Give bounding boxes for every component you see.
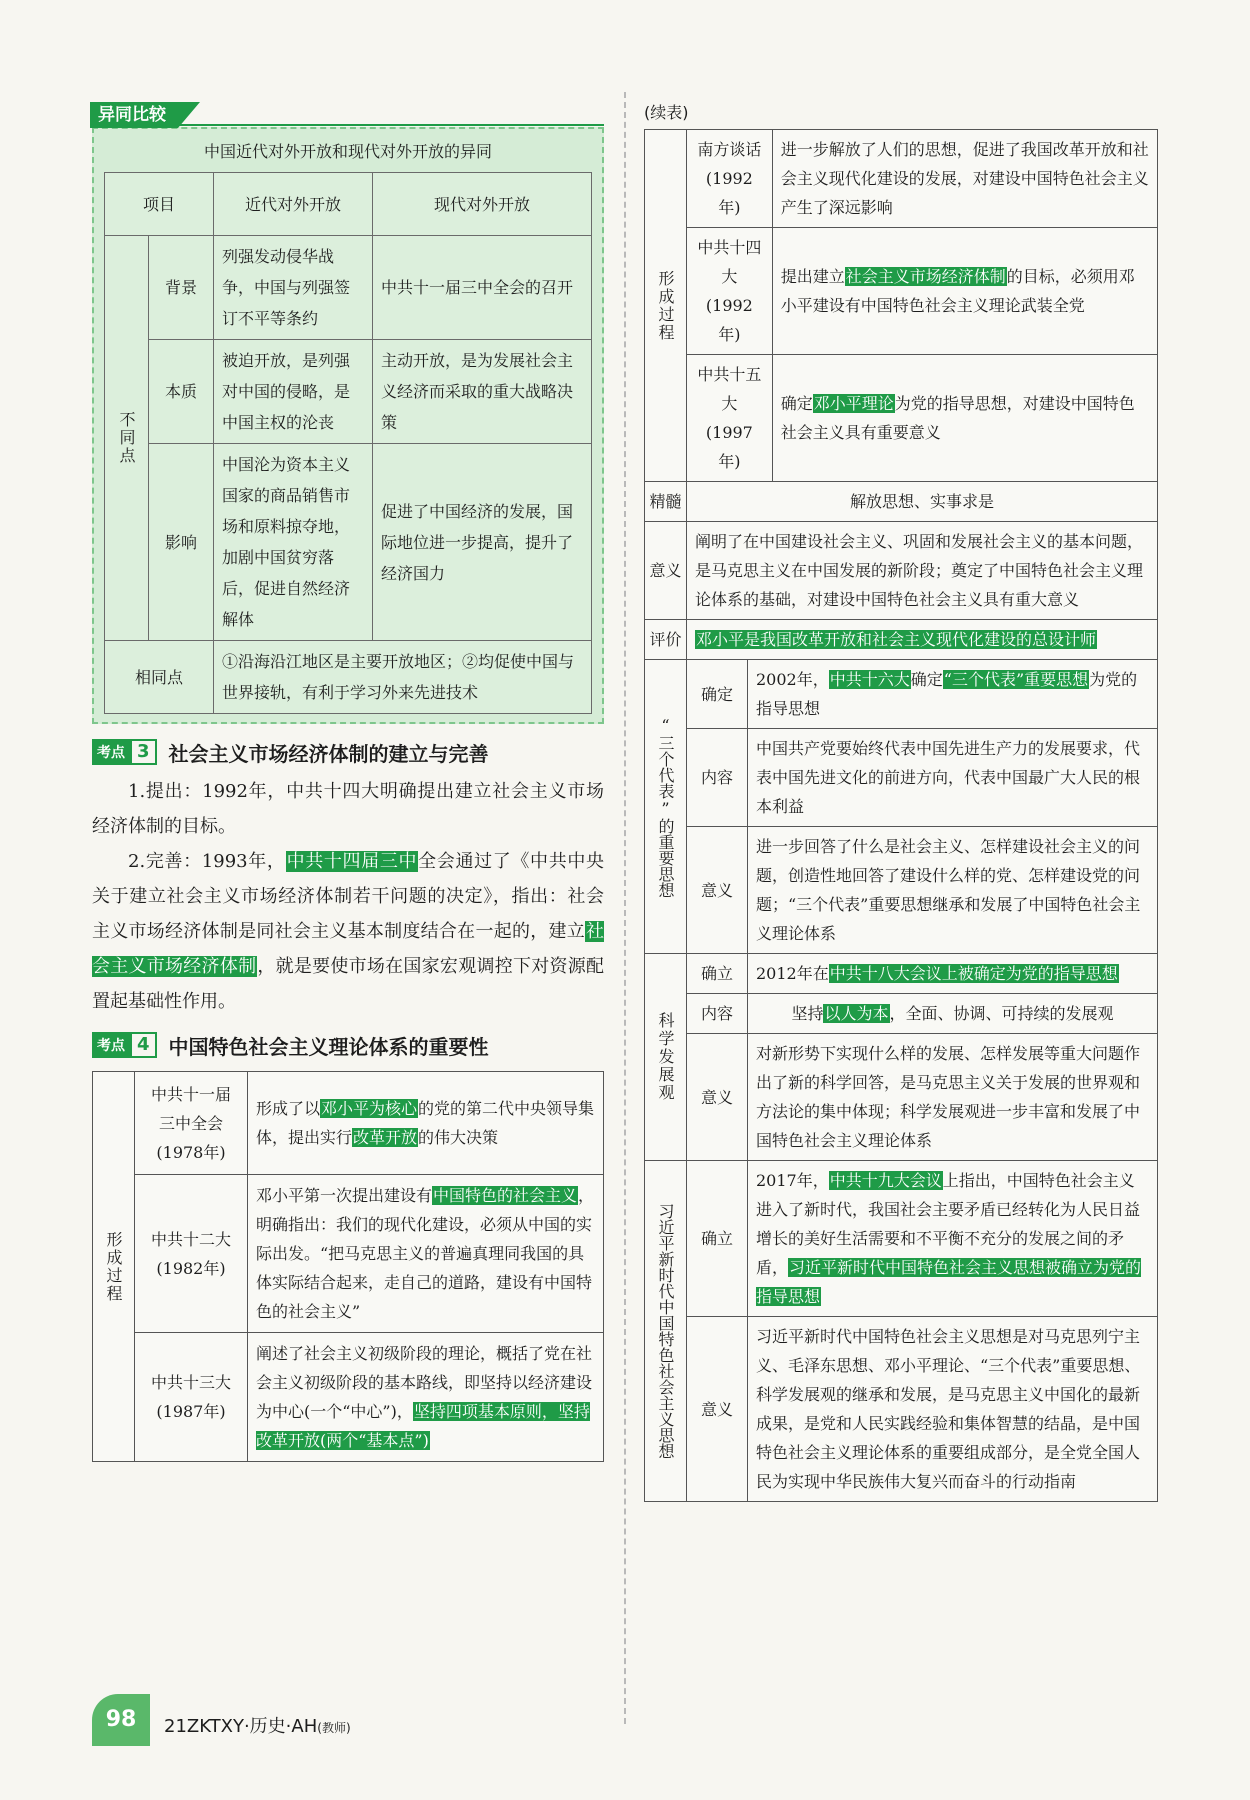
continued-table — [644, 129, 1158, 1502]
column-divider — [624, 92, 626, 1724]
row-past: 被迫开放，是列强对中国的侵略，是中国主权的沦丧 — [214, 340, 373, 444]
kaodian-badge: 考点 — [92, 739, 130, 765]
diff-label-cell — [105, 236, 149, 641]
table-row — [105, 340, 592, 444]
meeting-desc: 进一步解放了人们的思想，促进了我国改革开放和社会主义现代化建设的发展，对建设中国特色社会主义产生了深远影响 — [772, 130, 1157, 228]
meeting-name: 中共十三大 — [150, 1373, 231, 1392]
evaluation-label: 评价 — [645, 620, 687, 660]
sub-text: 对新形势下实现什么样的发展、怎样发展等重大问题作出了新的科学回答，是马克思主义关于发展的世界观和方法论的集中体现；科学发展观进一步丰富和发展了中国特色社会主义理论体系 — [748, 1034, 1158, 1161]
meeting-cell — [687, 355, 773, 482]
table-row — [645, 355, 1158, 482]
meeting-desc: 邓小平第一次提出建设有中国特色的社会主义，明确指出：我们的现代化建设，必须从中国的实际出发。“把马克思主义的普遍真理同我国的具体实际结合起来，走自己的道路，建设有中国特色的社会主义” — [248, 1175, 604, 1333]
meeting-name: 南方谈话 — [697, 140, 762, 159]
meeting-cell — [687, 130, 773, 228]
sub-text: 进一步回答了什么是社会主义、怎样建设社会主义的问题，创造性地回答了建设什么样的党、怎样建设党的问题；“三个代表”重要思想继承和发展了中国特色社会主义理论体系 — [748, 827, 1158, 954]
meeting-cell — [687, 228, 773, 355]
right-column — [644, 100, 1158, 1502]
meeting-name: 中共十四大 — [697, 238, 762, 286]
table-row — [645, 522, 1158, 620]
table-row — [645, 729, 1158, 827]
row-now: 主动开放，是为发展社会主义经济而采取的重大战略决策 — [373, 340, 592, 444]
sub-label: 确立 — [687, 1161, 748, 1317]
book-code: 21ZKTXY·历史·AH(教师) — [164, 1716, 351, 1737]
comparison-box — [92, 127, 604, 724]
scientific-dev-label: 科学发展观 — [656, 1012, 675, 1102]
same-label: 相同点 — [105, 641, 214, 714]
sub-label: 意义 — [687, 1317, 748, 1502]
meeting-desc: 提出建立社会主义市场经济体制的目标，必须用邓小平建设有中国特色社会主义理论武装全党 — [772, 228, 1157, 355]
header-now: 现代对外开放 — [373, 173, 592, 236]
continued-label: (续表) — [644, 103, 689, 122]
significance-label: 意义 — [645, 522, 687, 620]
evaluation-text: 邓小平是我国改革开放和社会主义现代化建设的总设计师 — [687, 620, 1158, 660]
sub-label: 确定 — [687, 660, 748, 729]
three-represents-cell — [645, 660, 687, 954]
comparison-tag-label: 异同比较 — [90, 102, 178, 128]
table-row — [645, 994, 1158, 1034]
table-row — [645, 954, 1158, 994]
kaodian-title: 社会主义市场经济体制的建立与完善 — [168, 741, 489, 766]
table-row — [645, 1034, 1158, 1161]
table-row — [645, 620, 1158, 660]
sub-label: 内容 — [687, 994, 748, 1034]
row-past: 中国沦为资本主义国家的商品销售市场和原料掠夺地，加剧中国贫穷落后，促进自然经济解体 — [214, 444, 373, 641]
same-text: ①沿海沿江地区是主要开放地区；②均促使中国与世界接轨，有利于学习外来先进技术 — [214, 641, 592, 714]
meeting-year: (1978年) — [156, 1142, 226, 1162]
kaodian-number: 4 — [130, 1032, 157, 1058]
meeting-desc: 阐述了社会主义初级阶段的理论，概括了党在社会主义初级阶段的基本路线，即坚持以经济建设为中心(一个“中心”)，坚持四项基本原则，坚持改革开放(两个“基本点”) — [248, 1333, 604, 1462]
table-row — [645, 1317, 1158, 1502]
header-item: 项目 — [105, 173, 214, 236]
meeting-year: (1992年) — [705, 169, 753, 217]
comparison-table — [104, 172, 592, 714]
table-row — [645, 827, 1158, 954]
table-row — [645, 1161, 1158, 1317]
meeting-name: 中共十五大 — [697, 365, 762, 413]
section-cell — [93, 1072, 135, 1462]
meeting-cell — [135, 1072, 248, 1175]
table-row — [645, 482, 1158, 522]
comparison-tag — [92, 100, 604, 127]
kaodian-title: 中国特色社会主义理论体系的重要性 — [168, 1034, 489, 1059]
sub-text: 2012年在中共十八大会议上被确定为党的指导思想 — [748, 954, 1158, 994]
kaodian-3-heading — [92, 736, 604, 768]
sub-label: 内容 — [687, 729, 748, 827]
table-row — [645, 660, 1158, 729]
meeting-desc: 形成了以邓小平为核心的党的第二代中央领导集体，提出实行改革开放的伟大决策 — [248, 1072, 604, 1175]
sub-text: 中国共产党要始终代表中国先进生产力的发展要求，代表中国先进文化的前进方向，代表中国最广大人民的根本利益 — [748, 729, 1158, 827]
sub-label: 意义 — [687, 827, 748, 954]
row-item: 本质 — [149, 340, 214, 444]
diff-label: 不同点 — [117, 411, 136, 465]
sub-text: 2017年，中共十九大会议上指出，中国特色社会主义进入了新时代，我国社会主要矛盾已经转化为人民日益增长的美好生活需要和不平衡不充分的发展之间的矛盾，习近平新时代中国特色社会主义思想被确立为党的指导思想 — [748, 1161, 1158, 1317]
table-row — [105, 641, 592, 714]
meeting-year: (1992年) — [705, 296, 753, 344]
row-now: 促进了中国经济的发展，国际地位进一步提高，提升了经济国力 — [373, 444, 592, 641]
row-item: 背景 — [149, 236, 214, 340]
kaodian-number: 3 — [130, 739, 157, 765]
table-row — [105, 236, 592, 340]
table-row — [645, 228, 1158, 355]
table-row — [93, 1333, 604, 1462]
scientific-dev-cell — [645, 954, 687, 1161]
comparison-title: 中国近代对外开放和现代对外开放的异同 — [203, 142, 492, 161]
meeting-name: 中共十二大 — [150, 1229, 231, 1249]
xjp-thought-label: 习近平新时代中国特色社会主义思想 — [656, 1203, 675, 1459]
kaodian-4-heading — [92, 1029, 604, 1061]
meeting-desc: 确定邓小平理论为党的指导思想，对建设中国特色社会主义具有重要意义 — [772, 355, 1157, 482]
row-now: 中共十一届三中全会的召开 — [373, 236, 592, 340]
three-represents-label: “三个代表”的重要思想 — [656, 715, 675, 898]
meeting-year: (1997年) — [705, 423, 753, 471]
significance-text: 阐明了在中国建设社会主义、巩固和发展社会主义的基本问题，是马克思主义在中国发展的新阶段；奠定了中国特色社会主义理论体系的基础，对建设中国特色社会主义具有重大意义 — [687, 522, 1158, 620]
table-row — [105, 444, 592, 641]
sub-text: 2002年，中共十六大确定“三个代表”重要思想为党的指导思想 — [748, 660, 1158, 729]
meeting-year: (1982年) — [156, 1258, 226, 1278]
essence-label: 精髓 — [645, 482, 687, 522]
sub-label: 意义 — [687, 1034, 748, 1161]
kaodian-badge: 考点 — [92, 1032, 130, 1058]
section-label: 形成过程 — [656, 269, 675, 342]
xjp-thought-cell — [645, 1161, 687, 1502]
table-row — [645, 130, 1158, 228]
sub-text: 习近平新时代中国特色社会主义思想是对马克思列宁主义、毛泽东思想、邓小平理论、“三个代表”重要思想、科学发展观的继承和发展，是马克思主义中国化的最新成果，是党和人民实践经验和集体智慧的结晶，是中国特色社会主义理论体系的重要组成部分，是全党全国人民为实现中华民族伟大复兴而奋斗的行动指南 — [748, 1317, 1158, 1502]
sub-text: 坚持以人为本，全面、协调、可持续的发展观 — [748, 994, 1158, 1034]
essence-text: 解放思想、实事求是 — [687, 482, 1158, 522]
kd3-paragraph-2: 2.完善：1993年，中共十四届三中全会通过了《中共中央关于建立社会主义市场经济体制若干问题的决定》，指出：社会主义市场经济体制是同社会主义基本制度结合在一起的，建立社会主义市场经济体制，就是要使市场在国家宏观调控下对资源配置起基础性作用。 — [92, 851, 605, 1012]
row-item: 影响 — [149, 444, 214, 641]
page-footer — [92, 1694, 351, 1746]
sub-label: 确立 — [687, 954, 748, 994]
page-number: 98 — [92, 1694, 150, 1746]
meeting-cell — [135, 1333, 248, 1462]
section-cell — [645, 130, 687, 482]
meeting-year: (1987年) — [156, 1402, 226, 1421]
table-row — [93, 1072, 604, 1175]
table-row — [93, 1175, 604, 1333]
kd3-paragraph-1: 1.提出：1992年，中共十四大明确提出建立社会主义市场经济体制的目标。 — [92, 781, 604, 837]
section-label: 形成过程 — [104, 1230, 123, 1303]
meeting-name: 中共十一届三中全会 — [151, 1084, 232, 1133]
header-past: 近代对外开放 — [214, 173, 373, 236]
row-past: 列强发动侵华战争，中国与列强签订不平等条约 — [214, 236, 373, 340]
meeting-cell — [135, 1175, 248, 1333]
theory-table — [92, 1071, 604, 1462]
left-column — [92, 100, 604, 1462]
